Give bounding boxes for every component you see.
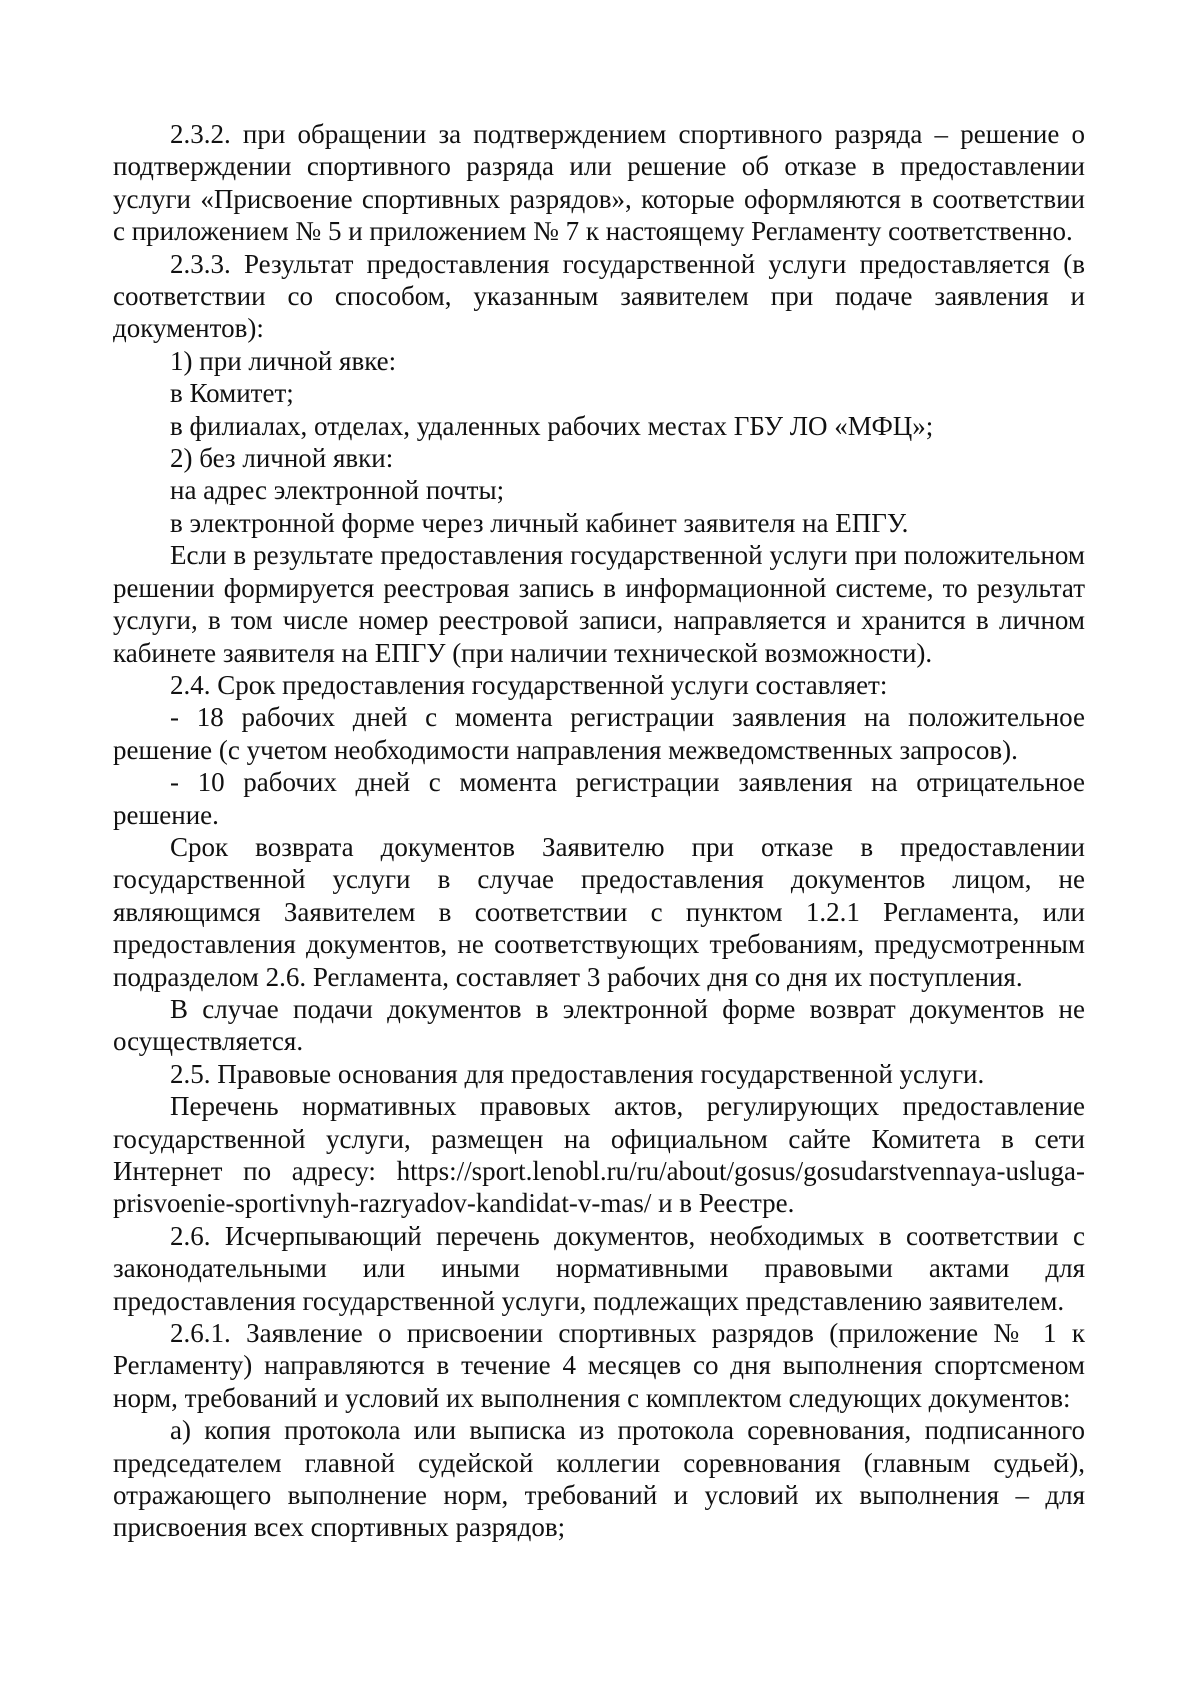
paragraph-2-4: 2.4. Срок предоставления государственной услуги составляет: xyxy=(170,669,888,700)
list-item-email: на адрес электронной почты; xyxy=(170,475,505,506)
list-item-mfc-branches: в филиалах, отделах, удаленных рабочих местах ГБУ ЛО «МФЦ»; xyxy=(170,410,934,441)
paragraph-2-5: 2.5. Правовые основания для предоставления государственной услуги. xyxy=(170,1058,985,1089)
paragraph-2-3-3: 2.3.3. Результат предоставления государственной услуги предоставляется (в соответствии со способом, указанным заявителем при подаче заявления и документов): xyxy=(113,248,1085,344)
paragraph-legal-acts-list: Перечень нормативных правовых актов, регулирующих предоставление государственной услуги, размещен на официальном сайте Комитета в сети Интернет по адресу: https://sport.lenobl.ru/ru/about/gosus/gosudarstvennaya-usluga-prisvoenie-sportivnyh-razryadov-kandidat-v-mas/ и в Реестре. xyxy=(113,1091,1085,1219)
list-item-personal-visit: 1) при личной явке: xyxy=(170,345,397,376)
paragraph-item-a: а) копия протокола или выписка из протокола соревнования, подписанного председателем главной судейской коллегии соревнования (главным судьей), отражающего выполнение норм, требований и условий их выполнения – для присвоения всех спортивных разрядов; xyxy=(113,1415,1085,1543)
list-item-10-days: - 10 рабочих дней с момента регистрации заявления на отрицательное решение. xyxy=(113,767,1085,830)
list-item-18-days: - 18 рабочих дней с момента регистрации заявления на положительное решение (с учетом необходимости направления межведомственных запросов). xyxy=(113,702,1085,765)
paragraph-2-3-2: 2.3.2. при обращении за подтверждением спортивного разряда – решение о подтверждении спортивного разряда или решение об отказе в предоставлении услуги «Присвоение спортивных разрядов», которые оформляются в соответствии с приложением № 5 и приложением № 7 к настоящему Регламенту соответственно. xyxy=(113,119,1085,247)
list-item-epgu: в электронной форме через личный кабинет заявителя на ЕПГУ. xyxy=(170,507,909,538)
list-item-committee: в Комитет; xyxy=(170,378,294,409)
paragraph-electronic-no-return: В случае подачи документов в электронной форме возврат документов не осуществляется. xyxy=(113,993,1085,1057)
paragraph-2-6-1: 2.6.1. Заявление о присвоении спортивных разрядов (приложение № 1 к Регламенту) направляются в течение 4 месяцев со дня выполнения спортсменом норм, требований и условий их выполнения с комплектом следующих документов: xyxy=(113,1318,1085,1413)
list-item-no-visit: 2) без личной явки: xyxy=(170,443,394,474)
paragraph-return-term: Срок возврата документов Заявителю при отказе в предоставлении государственной услуги в случае предоставления документов лицом, не являющимся Заявителем в соответствии с пунктом 1.2.1 Регламента, или предоставления документов, не соответствующих требованиям, предусмотренным подразделом 2.6. Регламента, составляет 3 рабочих дня со дня их поступления. xyxy=(113,831,1085,992)
paragraph-registry-record: Если в результате предоставления государственной услуги при положительном решении формируется реестровая запись в информационной системе, то результат услуги, в том числе номер реестровой записи, направляется и хранится в личном кабинете заявителя на ЕПГУ (при наличии технической возможности). xyxy=(113,540,1085,668)
paragraph-2-6: 2.6. Исчерпывающий перечень документов, необходимых в соответствии с законодательными или иными нормативными правовыми актами для предоставления государственной услуги, подлежащих представлению заявителем. xyxy=(113,1220,1085,1316)
document-page xyxy=(113,118,1085,1544)
